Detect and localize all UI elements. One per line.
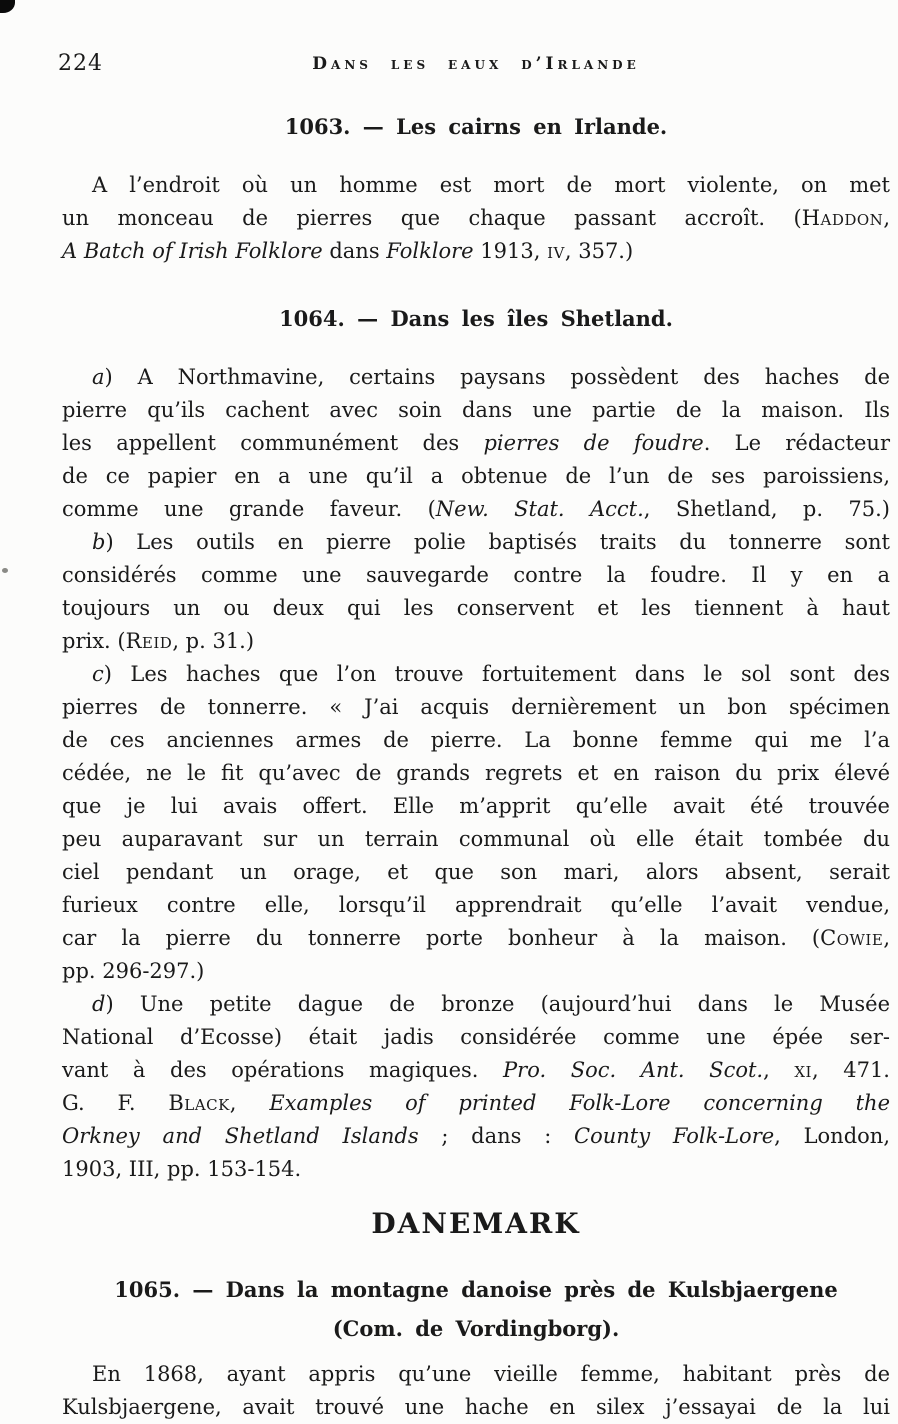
plain-text: cédée, ne le fit qu’avec de grands regrets et en raison du prix élevé [62,761,890,785]
section-heading-1065 [62,1270,890,1348]
plain-text: , p. 31.) [172,629,255,653]
text-line [62,460,890,493]
text-line [62,493,890,526]
plain-text: , [229,1091,270,1115]
plain-text: considérés comme une sauvegarde contre la foudre. Il y en a [62,563,890,587]
plain-text: pierres de tonnerre. « J’ai acquis dernièrement un bon spécimen [62,695,890,719]
paragraph-d [62,988,890,1186]
plain-text: pp. 296-297.) [62,959,205,983]
plain-text: ) Les haches que l’on trouve fortuitement dans le sol sont des [103,662,890,686]
text-line [62,592,890,625]
text-line [62,856,890,889]
country-heading-danemark [62,1206,890,1242]
italic-text: a [92,365,105,389]
paragraph-1065 [62,1358,890,1424]
text-line [62,658,890,691]
italic-text: pierres de foudre [483,431,704,455]
italic-text: c [92,662,104,686]
plain-text: , 471. [811,1058,890,1082]
smallcaps-name: Cowie [820,926,884,950]
scan-artifact-corner [0,0,15,13]
plain-text: ) Les outils en pierre polie baptisés traits du tonnerre sont [105,530,890,554]
text-line [62,1087,890,1120]
smallcaps-name: iv [547,239,565,263]
plain-text: Kulsbjaergene, avait trouvé une hache en silex j’essayai de la lui [62,1395,890,1419]
paragraph-b [62,526,890,658]
italic-text: County Folk-Lore [574,1124,775,1148]
plain-text: ciel pendant un orage, et que son mari, alors absent, serait [62,860,890,884]
ink-speck [2,568,8,573]
text-line [62,988,890,1021]
text-line [62,823,890,856]
plain-text: En 1868, ayant appris qu’une vieille femme, habitant près de [92,1362,890,1386]
text-line [62,1358,890,1391]
text-line [62,1391,890,1424]
text-line [62,559,890,592]
plain-text: , [763,1058,795,1082]
text-line [62,757,890,790]
plain-text: , [883,206,890,230]
text-line [62,790,890,823]
plain-text: dans [322,239,387,263]
plain-text: G. F. [62,1091,169,1115]
text-line [62,1054,890,1087]
smallcaps-name: Haddon [801,206,884,230]
plain-text: . Le rédacteur [703,431,890,455]
text-line [62,169,890,202]
text-line [62,625,890,658]
running-title: Dans les eaux d’Irlande [312,54,640,74]
italic-text: b [92,530,106,554]
heading-line: DANEMARK [371,1207,581,1240]
plain-text: que je lui avais offert. Elle m’apprit qu’elle avait été trouvée [62,794,890,818]
text-line [62,1021,890,1054]
page-header [58,50,890,83]
plain-text: , London, [774,1124,890,1148]
plain-text: peu auparavant sur un terrain communal où elle était tombée du [62,827,890,851]
text-line [62,691,890,724]
italic-text: Pro. Soc. Ant. Scot. [503,1058,764,1082]
plain-text: 1913, [473,239,548,263]
heading-line: 1063. — Les cairns en Irlande. [284,114,668,139]
plain-text: , 357.) [564,239,634,263]
plain-text: , Shetland, p. 75.) [643,497,890,521]
text-line [62,427,890,460]
heading-line: 1065. — Dans la montagne danoise près de Kulsbjaergene [114,1277,838,1302]
section-heading-1064 [62,302,890,335]
plain-text: de ce papier en a une qu’il a obtenue de l’un de ses paroissiens, [62,464,890,488]
italic-text: Orkney and Shetland Islands [62,1124,419,1148]
heading-line: 1064. — Dans les îles Shetland. [279,306,673,331]
italic-text: Examples of printed Folk-Lore concerning the [269,1091,891,1115]
plain-text: prix. ( [62,629,126,653]
page-number: 224 [58,51,103,76]
plain-text: , [883,926,890,950]
smallcaps-name: Reid [125,629,173,653]
paragraph-c [62,658,890,988]
heading-line: (Com. de Vordingborg). [332,1316,620,1341]
plain-text: les appellent communément des [62,431,484,455]
plain-text: ) Une petite dague de bronze (aujourd’hui dans le Musée [105,992,890,1016]
text-line [62,394,890,427]
plain-text: un monceau de pierres que chaque passant accroît. ( [62,206,802,230]
plain-text: A l’endroit où un homme est mort de mort violente, on met [92,173,890,197]
plain-text: 1903, III, pp. 153-154. [62,1157,302,1181]
plain-text: ) A Northmavine, certains paysans possèdent des haches de [104,365,890,389]
text-line [62,889,890,922]
italic-text: A Batch of Irish Folklore [62,239,323,263]
plain-text: toujours un ou deux qui les conservent et les tiennent à haut [62,596,890,620]
smallcaps-name: Black [168,1091,230,1115]
text-line [62,922,890,955]
italic-text: Folklore [386,239,474,263]
smallcaps-name: xi [794,1058,812,1082]
italic-text: d [92,992,106,1016]
plain-text: comme une grande faveur. ( [62,497,436,521]
plain-text: car la pierre du tonnerre porte bonheur à la maison. ( [62,926,821,950]
text-line [62,724,890,757]
plain-text: de ces anciennes armes de pierre. La bonne femme qui me l’a [62,728,890,752]
page-content [62,110,890,1424]
plain-text: ; dans : [418,1124,575,1148]
text-line [62,526,890,559]
text-line [62,235,890,268]
paragraph-a [62,361,890,526]
section-heading-1063 [62,110,890,143]
text-line [62,361,890,394]
text-line [62,202,890,235]
plain-text: furieux contre elle, lorsqu’il apprendrait qu’elle l’avait vendue, [62,893,890,917]
text-line [62,1153,890,1186]
text-line [62,955,890,988]
plain-text: pierre qu’ils cachent avec soin dans une partie de la maison. Ils [62,398,890,422]
plain-text: vant à des opérations magiques. [62,1058,504,1082]
paragraph-1063 [62,169,890,268]
plain-text: National d’Ecosse) était jadis considérée comme une épée ser- [62,1025,890,1049]
italic-text: New. Stat. Acct. [435,497,644,521]
text-line [62,1120,890,1153]
